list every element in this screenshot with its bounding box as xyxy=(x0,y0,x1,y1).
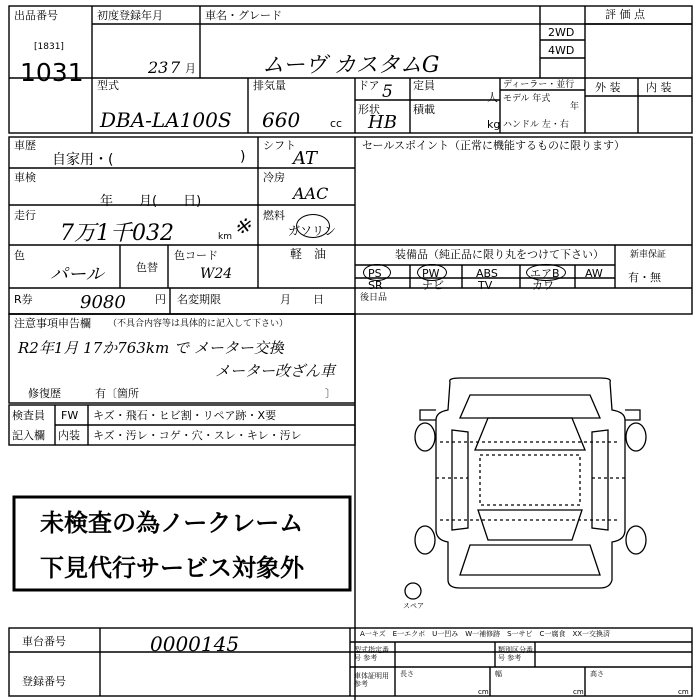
first-registration-month: 7 xyxy=(170,58,181,77)
width-unit: cm xyxy=(573,688,584,696)
length-label: 長さ xyxy=(400,670,414,678)
fuel-diesel: 軽 油 xyxy=(290,247,327,261)
repair-value: 有〔箇所 xyxy=(95,387,139,400)
body-cert-label: 車体証明用 参考 xyxy=(354,672,389,688)
usage-close: ) xyxy=(240,149,246,165)
shift-value: AT xyxy=(293,148,318,169)
inspection-label: 車検 xyxy=(14,171,36,184)
registration-label: 登録番号 xyxy=(22,675,66,688)
car-name-label: 車名・グレード xyxy=(205,9,282,22)
inspector-label-1: 検査員 xyxy=(12,409,45,422)
airbag-circle-mark xyxy=(526,264,566,281)
evaluation-label: 評 価 点 xyxy=(605,8,645,21)
car-diagram xyxy=(405,378,646,599)
displacement-value: 660 xyxy=(262,108,301,132)
color-label: 色 xyxy=(14,249,25,262)
fuel-label: 燃料 xyxy=(263,209,285,222)
fuel-circle-mark xyxy=(296,214,330,238)
km-unit: km xyxy=(218,232,232,242)
new-car-warranty-label: 新車保証 xyxy=(630,250,667,260)
equip-leather: カワ xyxy=(532,279,554,292)
capacity-label: 定員 xyxy=(413,79,435,92)
equip-pw: PW xyxy=(422,267,440,280)
repair-close: 〕 xyxy=(325,387,336,400)
repair-label: 修復歴 xyxy=(28,387,61,400)
color-code-label: 色コード xyxy=(174,249,218,262)
height-unit: cm xyxy=(678,688,689,696)
name-change-value: 月 日 xyxy=(280,293,324,306)
model-label: 型式 xyxy=(97,79,119,92)
shape-label: 形状 xyxy=(358,103,380,116)
yen-unit: 円 xyxy=(155,293,166,306)
load-unit: kg xyxy=(487,118,501,131)
recycle-value: 9080 xyxy=(80,292,126,313)
mileage-unknown-mark: ※ xyxy=(234,214,251,238)
car-name-value: ムーヴ カスタムG xyxy=(262,53,440,78)
capacity-unit: 人 xyxy=(487,91,498,104)
handle-label: ハンドル 左・右 xyxy=(503,120,569,130)
drive-2wd: 2WD xyxy=(548,26,575,39)
color-change-label: 色替 xyxy=(136,261,158,274)
interior-label: 内 装 xyxy=(646,81,672,94)
first-registration-label: 初度登録年月 xyxy=(97,9,163,22)
notes-line-2: メーター改ざん車 xyxy=(215,362,336,380)
first-registration-year: 23 xyxy=(148,58,169,77)
shape-value: HB xyxy=(368,112,397,133)
ac-value: AAC xyxy=(293,184,329,203)
sales-point-label: セールスポイント（正常に機能するものに限ります） xyxy=(362,139,626,152)
fw-text: キズ・飛石・ヒビ割・リペア跡・X要 xyxy=(93,409,277,422)
month-unit: 月 xyxy=(185,62,196,75)
interior-check-text: キズ・汚レ・コゲ・穴・スレ・キレ・汚レ xyxy=(93,429,302,442)
class-label: 類別区分番号 参考 xyxy=(498,646,533,662)
door-label: ドア xyxy=(358,79,380,92)
mileage-value: 7万1千032 xyxy=(60,221,174,246)
equip-ps: PS xyxy=(368,267,382,280)
lot-small-number: [1831] xyxy=(34,42,64,52)
notes-subtitle: （不具合内容等は具体的に記入して下さい） xyxy=(108,319,289,329)
equip-abs: ABS xyxy=(476,267,498,280)
interior-check-label: 内装 xyxy=(58,429,80,442)
notes-title: 注意事項申告欄 xyxy=(14,317,91,330)
notice-line-1: 未検査の為ノークレーム xyxy=(40,509,304,537)
fuel-gasoline: ガソリン xyxy=(288,224,337,238)
ps-circle-mark xyxy=(363,264,391,281)
length-unit: cm xyxy=(478,688,489,696)
dealer-label: ディーラー・並行 xyxy=(503,80,575,90)
equip-navi: ナビ xyxy=(422,279,444,292)
inspection-value: 年 月( 日) xyxy=(100,194,202,209)
new-car-warranty-value: 有・無 xyxy=(628,271,661,284)
recycle-label: R券 xyxy=(14,293,33,306)
year-unit: 年 xyxy=(570,102,580,112)
type-cert-label: 型式指定番号 参考 xyxy=(354,646,389,662)
height-label: 高さ xyxy=(590,670,604,678)
usage-value: 自家用・( xyxy=(52,152,114,168)
model-value: DBA-LA100S xyxy=(100,108,232,132)
door-value: 5 xyxy=(382,82,393,102)
model-year-label: モデル 年式 xyxy=(503,94,551,104)
inspector-label-2: 記入欄 xyxy=(12,429,45,442)
equip-aw: AW xyxy=(585,267,603,280)
shift-label: シフト xyxy=(263,139,296,152)
damage-legend: A一キズ E一エクボ U一凹み W一補修跡 S一サビ C一腐食 XX一交換済 xyxy=(360,630,611,638)
color-code-value: W24 xyxy=(200,266,233,282)
spare-label: スペア xyxy=(403,602,424,610)
lot-label: 出品番号 xyxy=(14,9,58,22)
chassis-label: 車台番号 xyxy=(22,635,66,648)
usage-label: 車歴 xyxy=(14,139,36,152)
notice-line-2: 下見代行サービス対象外 xyxy=(40,554,304,582)
back-registration-label: 後日品 xyxy=(360,293,388,303)
equip-airbag: エアB xyxy=(530,267,560,280)
equip-tv: TV xyxy=(478,279,493,292)
exterior-label: 外 装 xyxy=(595,81,621,94)
load-label: 積載 xyxy=(413,103,435,116)
ac-label: 冷房 xyxy=(263,171,285,184)
pw-circle-mark xyxy=(417,264,447,281)
equipment-title: 装備品（純正品に限り丸をつけて下さい） xyxy=(395,248,604,261)
cc-unit: cc xyxy=(330,117,343,130)
mileage-label: 走行 xyxy=(14,209,36,222)
displacement-label: 排気量 xyxy=(253,79,286,92)
lot-number: 1031 xyxy=(20,58,84,87)
equip-sr: SR xyxy=(368,279,383,292)
fw-label: FW xyxy=(61,409,79,422)
notes-line-1: R2年1月 17か763km で メーター交換 xyxy=(18,339,284,357)
drive-4wd: 4WD xyxy=(548,44,575,57)
chassis-value: 0000145 xyxy=(150,632,240,656)
color-value: パール xyxy=(50,264,104,285)
width-label: 幅 xyxy=(495,670,502,678)
name-change-label: 名変期限 xyxy=(177,293,221,306)
